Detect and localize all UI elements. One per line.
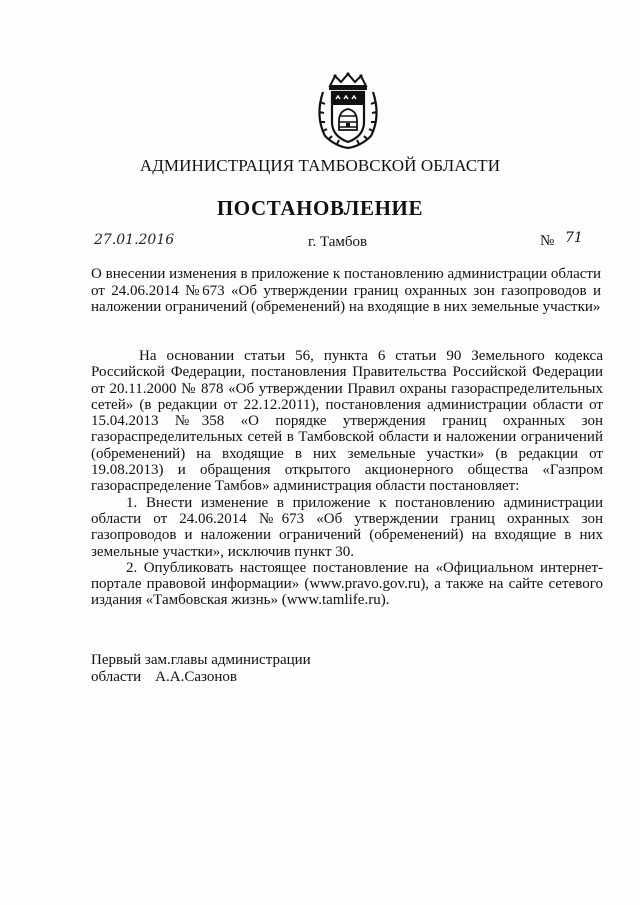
document-body <box>91 348 603 609</box>
coat-of-arms-icon <box>313 72 383 150</box>
signatory-line <box>91 669 491 686</box>
signatory-name: А.А.Сазонов <box>155 668 237 685</box>
document-subject: О внесении изменения в приложение к постановлению администрации области от 24.06.2014 №673 «Об утверждении границ охранных зон газопроводов и наложении ограничений (обременений) на входящие в них земельные участки» <box>91 266 601 315</box>
agency-name: АДМИНИСТРАЦИЯ ТАМБОВСКОЙ ОБЛАСТИ <box>139 156 501 175</box>
item-1-paragraph: 1. Внести изменение в приложение к постановлению администрации области от 24.06.2014 №673 «Об утверждении границ охранных зон газопроводов и наложении ограничений (обременений) на входящие в них земельные участки», исключив пункт 30. <box>91 494 603 560</box>
preamble-paragraph: На основании статьи 56, пункта 6 статьи 90 Земельного кодекса Российской Федерации, постановления Правительства Российской Федерации от 20.11.2000 № 878 «Об утверждении Правил охраны газораспределительных сетей» (в редакции от 22.12.2011), постановления администрации области от 15.04.2013 №358 «О порядке утверждения границ охранных зон газораспределительных сетей в Тамбовской области и наложении ограничений (обременений) на входящие в них земельные участки» (в редакции от 19.08.2013) и обращения открытого акционерного общества «Газпром газораспределение Тамбов» администрация области постановляет: <box>91 348 603 495</box>
handwritten-date: 27.01.2016 <box>94 232 175 248</box>
item-2-paragraph: 2. Опубликовать настоящее постановление на «Официальном интернет-портале правовой информации» (www.pravo.gov.ru), а также на сайте сетевого издания «Тамбовская жизнь» (www.tamlife.ru). <box>91 559 603 609</box>
signature-block <box>91 652 491 685</box>
signatory-region: области <box>91 668 142 685</box>
document-type: ПОСТАНОВЛЕНИЕ <box>216 196 424 220</box>
date-number-line <box>88 232 598 256</box>
signatory-position: Первый зам.главы администрации <box>91 652 311 668</box>
city: г. Тамбов <box>308 234 368 250</box>
handwritten-number: 71 <box>565 230 583 246</box>
number-label: № <box>540 233 555 249</box>
